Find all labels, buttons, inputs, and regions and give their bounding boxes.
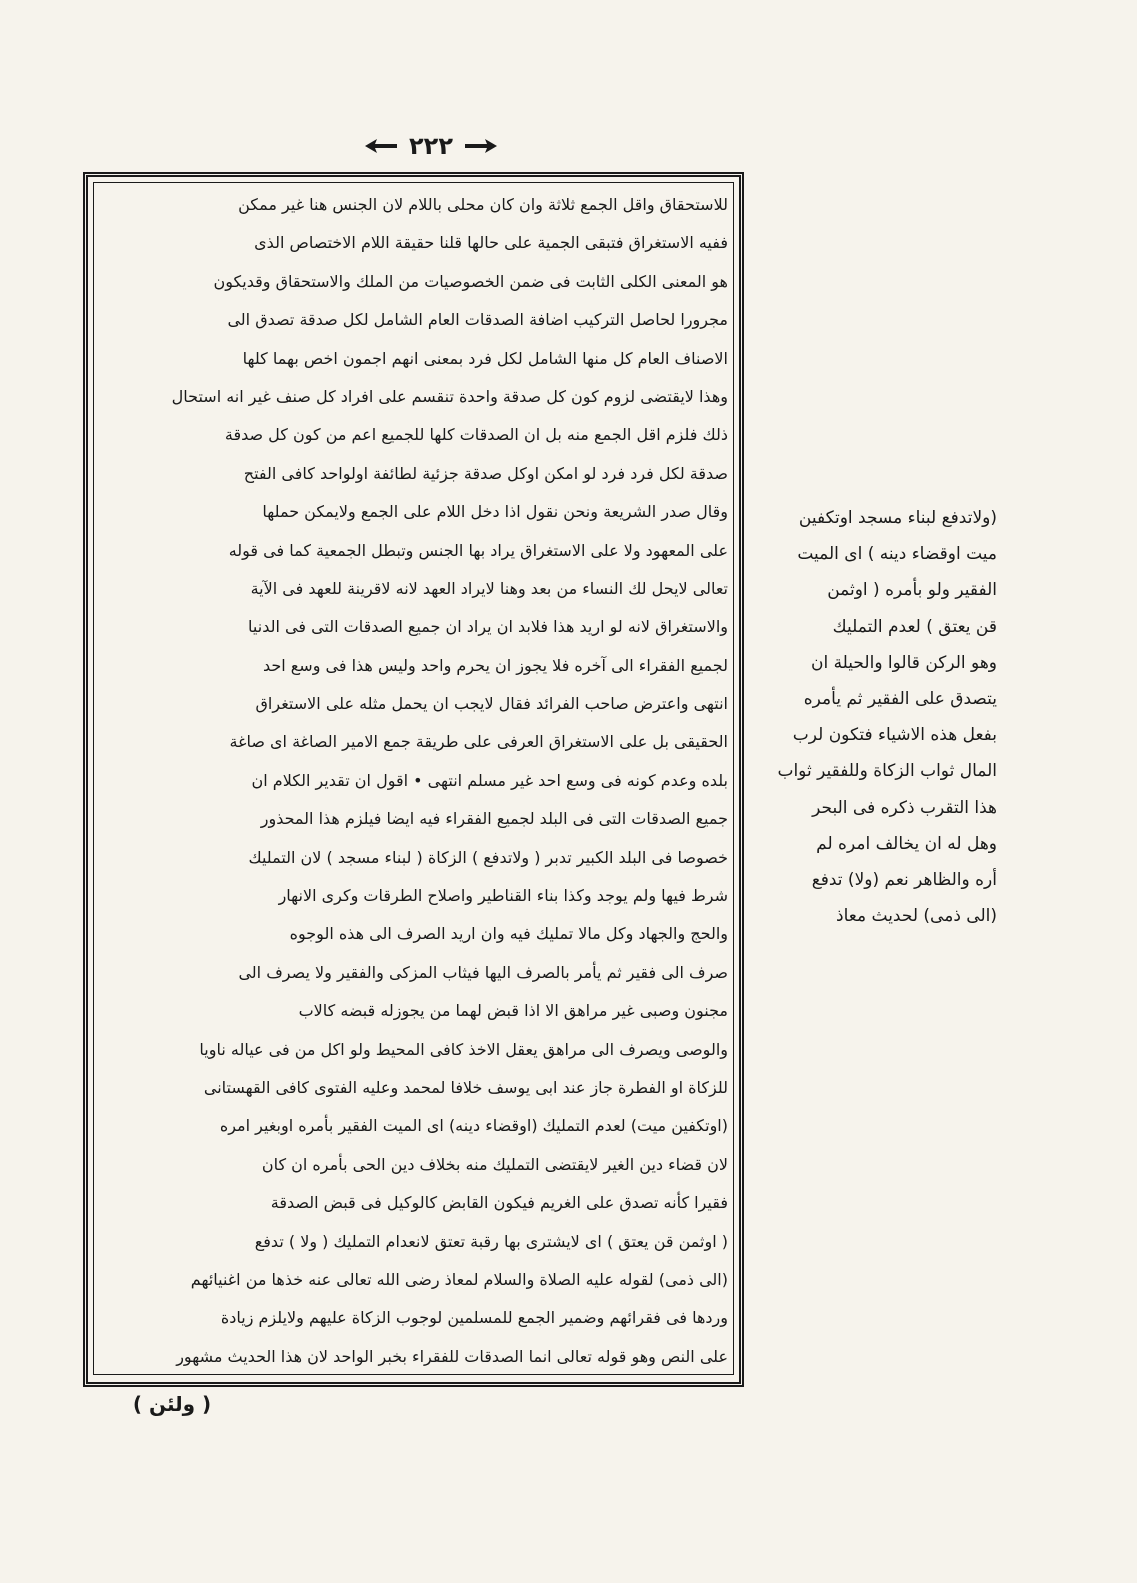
main-line: مجنون وصبى غير مراهق الا اذا قبض لهما من يجوزله قبضه كالاب bbox=[298, 1001, 728, 1021]
main-line: للزكاة او الفطرة جاز عند ابى يوسف خلافا لمحمد وعليه الفتوى كافى القهستانى bbox=[203, 1077, 728, 1097]
margin-line: المال ثواب الزكاة وللفقير ثواب bbox=[777, 761, 997, 782]
main-line: الاصناف العام كل منها الشامل لكل فرد بمعنى انهم اجمون اخص بهما كلها bbox=[242, 348, 728, 368]
main-text-block bbox=[100, 186, 728, 1376]
main-line: والحج والجهاد وكل مالا تمليك فيه وان اريد الصرف الى هذه الوجوه bbox=[289, 924, 728, 944]
main-line: بلده وعدم كونه فى وسع احد غير مسلم انتهى • اقول ان تقدير الكلام ان bbox=[251, 770, 728, 790]
main-line: (الى ذمى) لقوله عليه الصلاة والسلام لمعاذ رضى الله تعالى عنه خذها من اغنيائهم bbox=[190, 1269, 728, 1289]
main-line: خصوصا فى البلد الكبير تدبر ( ولاتدفع ) الزكاة ( لبناء مسجد ) لان التمليك bbox=[248, 847, 728, 867]
main-line: وقال صدر الشريعة ونحن نقول اذا دخل اللام على الجمع ولايمكن حملها bbox=[262, 502, 728, 522]
margin-line: قن يعتق ) لعدم التمليك bbox=[832, 616, 997, 637]
main-line: صرف الى فقير ثم يأمر بالصرف اليها فيثاب المزكى والفقير ولا يصرف الى bbox=[238, 962, 728, 982]
margin-line: ميت اوقضاء دينه ) اى الميت bbox=[797, 544, 997, 565]
page-number: ٢٢٢ bbox=[409, 132, 453, 160]
margin-line: (الى ذمى) لحديث معاذ bbox=[836, 906, 997, 927]
main-line: الحقيقى بل على الاستغراق العرفى على طريقة جمع الامير الصاغة اى صاغة bbox=[229, 732, 728, 752]
main-line: مجرورا لحاصل التركيب اضافة الصدقات العام الشامل لكل صدقة تصدق الى bbox=[227, 310, 728, 330]
main-line: على النص وهو قوله تعالى انما الصدقات للفقراء بخبر الواحد لان هذا الحديث مشهور bbox=[176, 1346, 728, 1366]
main-line: ففيه الاستغراق فتبقى الجمية على حالها قلنا حقيقة اللام الاختصاص الذى bbox=[254, 233, 728, 253]
right-ornament-icon bbox=[463, 136, 499, 156]
main-line: فقيرا كأنه تصدق على الغريم فيكون القابض كالوكيل فى قبض الصدقة bbox=[270, 1193, 728, 1213]
margin-line: أره والظاهر نعم (ولا) تدفع bbox=[811, 869, 997, 890]
main-line: والوصى ويصرف الى مراهق يعقل الاخذ كافى المحيط ولو اكل من فى عياله ناويا bbox=[199, 1039, 728, 1059]
main-line: لان قضاء دين الغير لايقتضى التمليك منه بخلاف دين الحى بأمره ان كان bbox=[261, 1154, 728, 1174]
page-number-header bbox=[356, 128, 506, 164]
main-line: تعالى لايحل لك النساء من بعد وهنا لايراد العهد لانه لاقرينة للعهد فى الآية bbox=[250, 578, 728, 598]
margin-text-block bbox=[762, 500, 997, 970]
margin-line: وهو الركن قالوا والحيلة ان bbox=[810, 652, 997, 673]
margin-line: بفعل هذه الاشياء فتكون لرب bbox=[792, 725, 997, 746]
main-line: ( اوثمن قن يعتق ) اى لايشترى بها رقبة تعتق لانعدام التمليك ( ولا ) تدفع bbox=[254, 1231, 728, 1251]
main-line: على المعهود ولا على الاستغراق يراد بها الجنس وتبطل الجمعية كما فى قوله bbox=[228, 540, 728, 560]
catchword: ( ولئن ) bbox=[132, 1392, 212, 1416]
margin-line: يتصدق على الفقير ثم يأمره bbox=[803, 688, 997, 709]
main-line: هو المعنى الكلى الثابت فى ضمن الخصوصيات من الملك والاستحقاق وقديكون bbox=[213, 271, 728, 291]
main-line: للاستحقاق واقل الجمع ثلاثة وان كان محلى باللام لان الجنس هنا غير ممكن bbox=[238, 195, 728, 214]
margin-line: وهل له ان يخالف امره لم bbox=[816, 833, 997, 854]
left-ornament-icon bbox=[363, 136, 399, 156]
margin-line: هذا التقرب ذكره فى البحر bbox=[812, 797, 997, 818]
main-line: لجميع الفقراء الى آخره فلا يجوز ان يحرم واحد وليس هذا فى وسع احد bbox=[262, 655, 728, 675]
main-line: صدقة لكل فرد فرد لو امكن اوكل صدقة جزئية لطائفة اولواحد كافى الفتح bbox=[243, 463, 728, 483]
main-line: والاستغراق لانه لو اريد هذا فلابد ان يراد ان جميع الصدقات التى فى الدنيا bbox=[248, 617, 728, 637]
main-line: وهذا لايقتضى لزوم كون كل صدقة واحدة تنقسم على افراد كل صنف غير انه استحال bbox=[171, 386, 728, 406]
main-line: وردها فى فقرائهم وضمير الجمع للمسلمين لوجوب الزكاة عليهم ولايلزم زيادة bbox=[220, 1308, 728, 1328]
margin-line: الفقير ولو بأمره ( اوثمن bbox=[827, 580, 997, 601]
margin-line: (ولاتدفع لبناء مسجد اوتكفين bbox=[798, 508, 997, 528]
main-line: شرط فيها ولم يوجد وكذا بناء القناطير واصلاح الطرقات وكرى الانهار bbox=[278, 886, 728, 906]
main-line: (اوتكفين ميت) لعدم التمليك (اوقضاء دينه) اى الميت الفقير بأمره اوبغير امره bbox=[219, 1116, 728, 1136]
main-line: ذلك فلزم اقل الجمع منه بل ان الصدقات كلها للجميع اعم من كون كل صدقة bbox=[224, 425, 728, 445]
main-line: جميع الصدقات التى فى البلد لجميع الفقراء فيه ايضا فيلزم هذا المحذور bbox=[260, 809, 728, 829]
main-line: انتهى واعترض صاحب الفرائد فقال لايجب ان يحمل مثله على الاستغراق bbox=[255, 694, 728, 714]
